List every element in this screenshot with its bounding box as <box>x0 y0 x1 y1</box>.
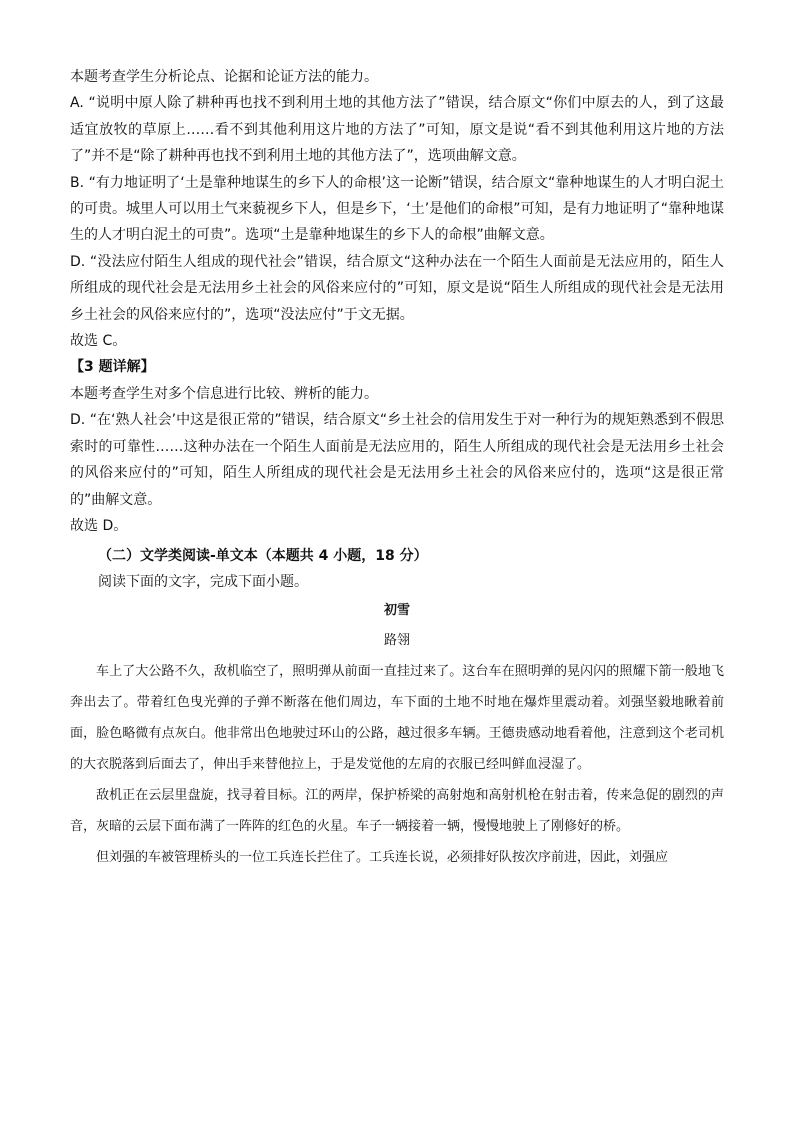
q2-answer: 故选 C。 <box>70 333 127 350</box>
q3-option-d: D. “在‘熟人社会’中这是很正常的”错误，结合原文“乡土社会的信用发生于对一种行为的规矩熟悉到不假思索时的可靠性……这种办法在一个陌生人面前是无法应用的，陌生人所组成的现代社会是无法用乡土社会的风俗来应付的”可知，陌生人所组成的现代社会是无法用乡土社会的风俗来应付的，选项“这是很正常的”曲解文意。 <box>70 412 724 508</box>
q2-option-d: D. “没法应付陌生人组成的现代社会”错误，结合原文“这种办法在一个陌生人面前是无法应用的，陌生人所组成的现代社会是无法用乡土社会的风俗来应付的”可知，原文是说“陌生人所组成的现代社会是无法用乡土社会的风俗来应付的”，选项“没法应付”于文无据。 <box>70 253 724 323</box>
q3-answer: 故选 D。 <box>70 517 128 534</box>
q2-option-a: A. “说明中原人除了耕种再也找不到利用土地的其他方法了”错误，结合原文“你们中原去的人，到了这最适宜放牧的草原上……看不到其他利用这片地的方法了”可知，原文是说“看不到其他利用这片地的方法了”并不是“除了耕种再也找不到利用土地的其他方法了”，选项曲解文意。 <box>70 95 724 165</box>
q2-intro: 本题考查学生分析论点、论据和论证方法的能力。 <box>70 69 378 85</box>
story-paragraph: 车上了大公路不久，敌机临空了，照明弹从前面一直挂过来了。这台车在照明弹的晃闪闪的照耀下箭一般地飞奔出去了。带着红色曳光弹的子弹不断落在他们周边，车下面的土地不时地在爆炸里震动着。刘强坚毅地瞅着前面，脸色略微有点灰白。他非常出色地驶过环山的公路，越过很多车辆。王德贵感动地看着他，注意到这个老司机的大衣脱落到后面去了，伸出手来替他拉上，于是发觉他的左肩的衣服已经叫鲜血浸湿了。 <box>70 663 724 772</box>
story-paragraph: 敌机正在云层里盘旋，找寻着目标。江的两岸，保护桥梁的高射炮和高射机枪在射击着，传来急促的剧烈的声音，灰暗的云层下面布满了一阵阵的红色的火星。车子一辆接着一辆，慢慢地驶上了刚修好的桥。 <box>70 787 724 834</box>
section-instruction: 阅读下面的文字，完成下面小题。 <box>98 574 308 591</box>
q3-heading: 【3 题详解】 <box>70 359 155 376</box>
story-paragraph: 但刘强的车被管理桥头的一位工兵连长拦住了。工兵连长说，必须排好队按次序前进，因此，刘强应 <box>96 849 669 865</box>
story-title: 初雪 <box>383 602 410 618</box>
q3-intro: 本题考查学生对多个信息进行比较、辨析的能力。 <box>70 385 378 402</box>
q2-option-b: B. “有力地证明了‘土是靠种地谋生的乡下人的命根’这一论断”错误，结合原文“靠种地谋生的人才明白泥土的可贵。城里人可以用土气来藐视乡下人，但是乡下，‘土’是他们的命根”可知，是有力地证明了“靠种地谋生的人才明白泥土的可贵”。选项“土是靠种地谋生的乡下人的命根”曲解文意。 <box>70 174 724 244</box>
section-heading: （二）文学类阅读-单文本（本题共 4 小题，18 分） <box>98 548 428 565</box>
story-author: 路翎 <box>383 632 410 648</box>
